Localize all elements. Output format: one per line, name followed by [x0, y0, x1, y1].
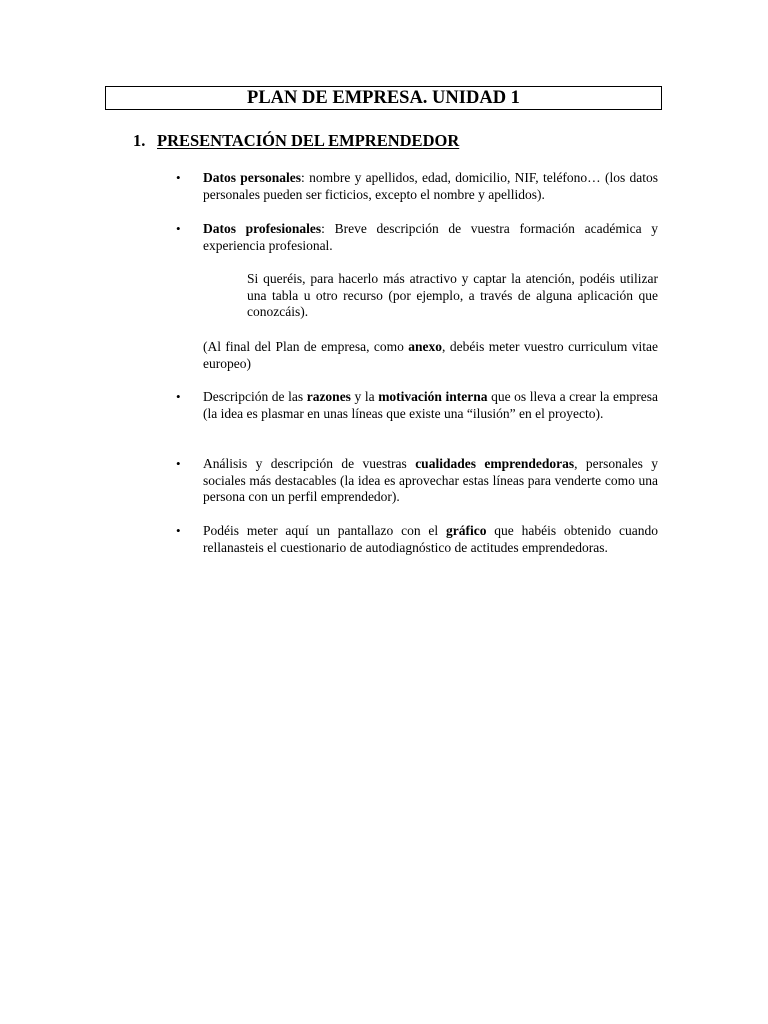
- list-item-razones: [203, 389, 658, 422]
- bullet-marker: •: [176, 170, 181, 185]
- list-item-grafico: [203, 523, 658, 556]
- datos-profesionales-text: : Breve descripción de vuestra formación académica y experiencia profesional.: [203, 221, 658, 253]
- razones-bold: razones: [306, 389, 351, 404]
- bullet-marker: •: [176, 523, 181, 538]
- motivacion-bold: motivación interna: [378, 389, 488, 404]
- datos-personales-text: : nombre y apellidos, edad, domicilio, NIF, teléfono… (los datos personales pueden ser ficticios, excepto el nombre y apellidos).: [203, 170, 659, 202]
- grafico-after: que habéis obtenido cuando rellanasteis el cuestionario de autodiagnóstico de actitudes emprendedoras.: [203, 523, 658, 555]
- bullet-marker: •: [176, 456, 181, 471]
- note-annex: [203, 339, 658, 372]
- document-title-text: PLAN DE EMPRESA. UNIDAD 1: [247, 87, 520, 108]
- list-item-cualidades: [203, 456, 658, 506]
- cualidades-after: , personales y sociales más destacables (la idea es aprovechar estas líneas para venderte como una persona con un perfil emprendedor).: [203, 456, 658, 504]
- document-title: [105, 86, 662, 110]
- bullet-marker: •: [176, 389, 181, 404]
- grafico-bold: gráfico: [445, 523, 487, 538]
- bullet-marker: •: [176, 221, 181, 236]
- section-heading-text: PRESENTACIÓN DEL EMPRENDEDOR: [157, 131, 460, 150]
- list-item-datos-profesionales: [203, 221, 658, 254]
- razones-after: que os lleva a crear la empresa (la idea es plasmar en unas líneas que existe una “ilusión” en el proyecto).: [203, 389, 658, 421]
- razones-before: Descripción de las: [203, 389, 307, 404]
- note-table-text: Si queréis, para hacerlo más atractivo y captar la atención, podéis utilizar una tabla u otro recurso (por ejemplo, a través de alguna aplicación que conozcáis).: [247, 271, 658, 319]
- cualidades-bold: cualidades emprendedoras: [415, 456, 575, 471]
- note-annex-before: (Al final del Plan de empresa, como: [203, 339, 409, 354]
- note-annex-bold: anexo: [408, 339, 443, 354]
- section-number: 1.: [133, 131, 146, 150]
- grafico-before: Podéis meter aquí un pantallazo con el: [203, 523, 446, 538]
- datos-personales-label: Datos personales: [203, 170, 302, 185]
- list-item-datos-personales: [203, 170, 658, 203]
- datos-profesionales-label: Datos profesionales: [203, 221, 322, 236]
- razones-middle: y la: [350, 389, 379, 404]
- cualidades-before: Análisis y descripción de vuestras: [203, 456, 416, 471]
- section-heading: [133, 133, 459, 150]
- note-annex-after: , debéis meter vuestro curriculum vitae europeo): [203, 339, 658, 371]
- note-table-suggestion: [247, 271, 658, 321]
